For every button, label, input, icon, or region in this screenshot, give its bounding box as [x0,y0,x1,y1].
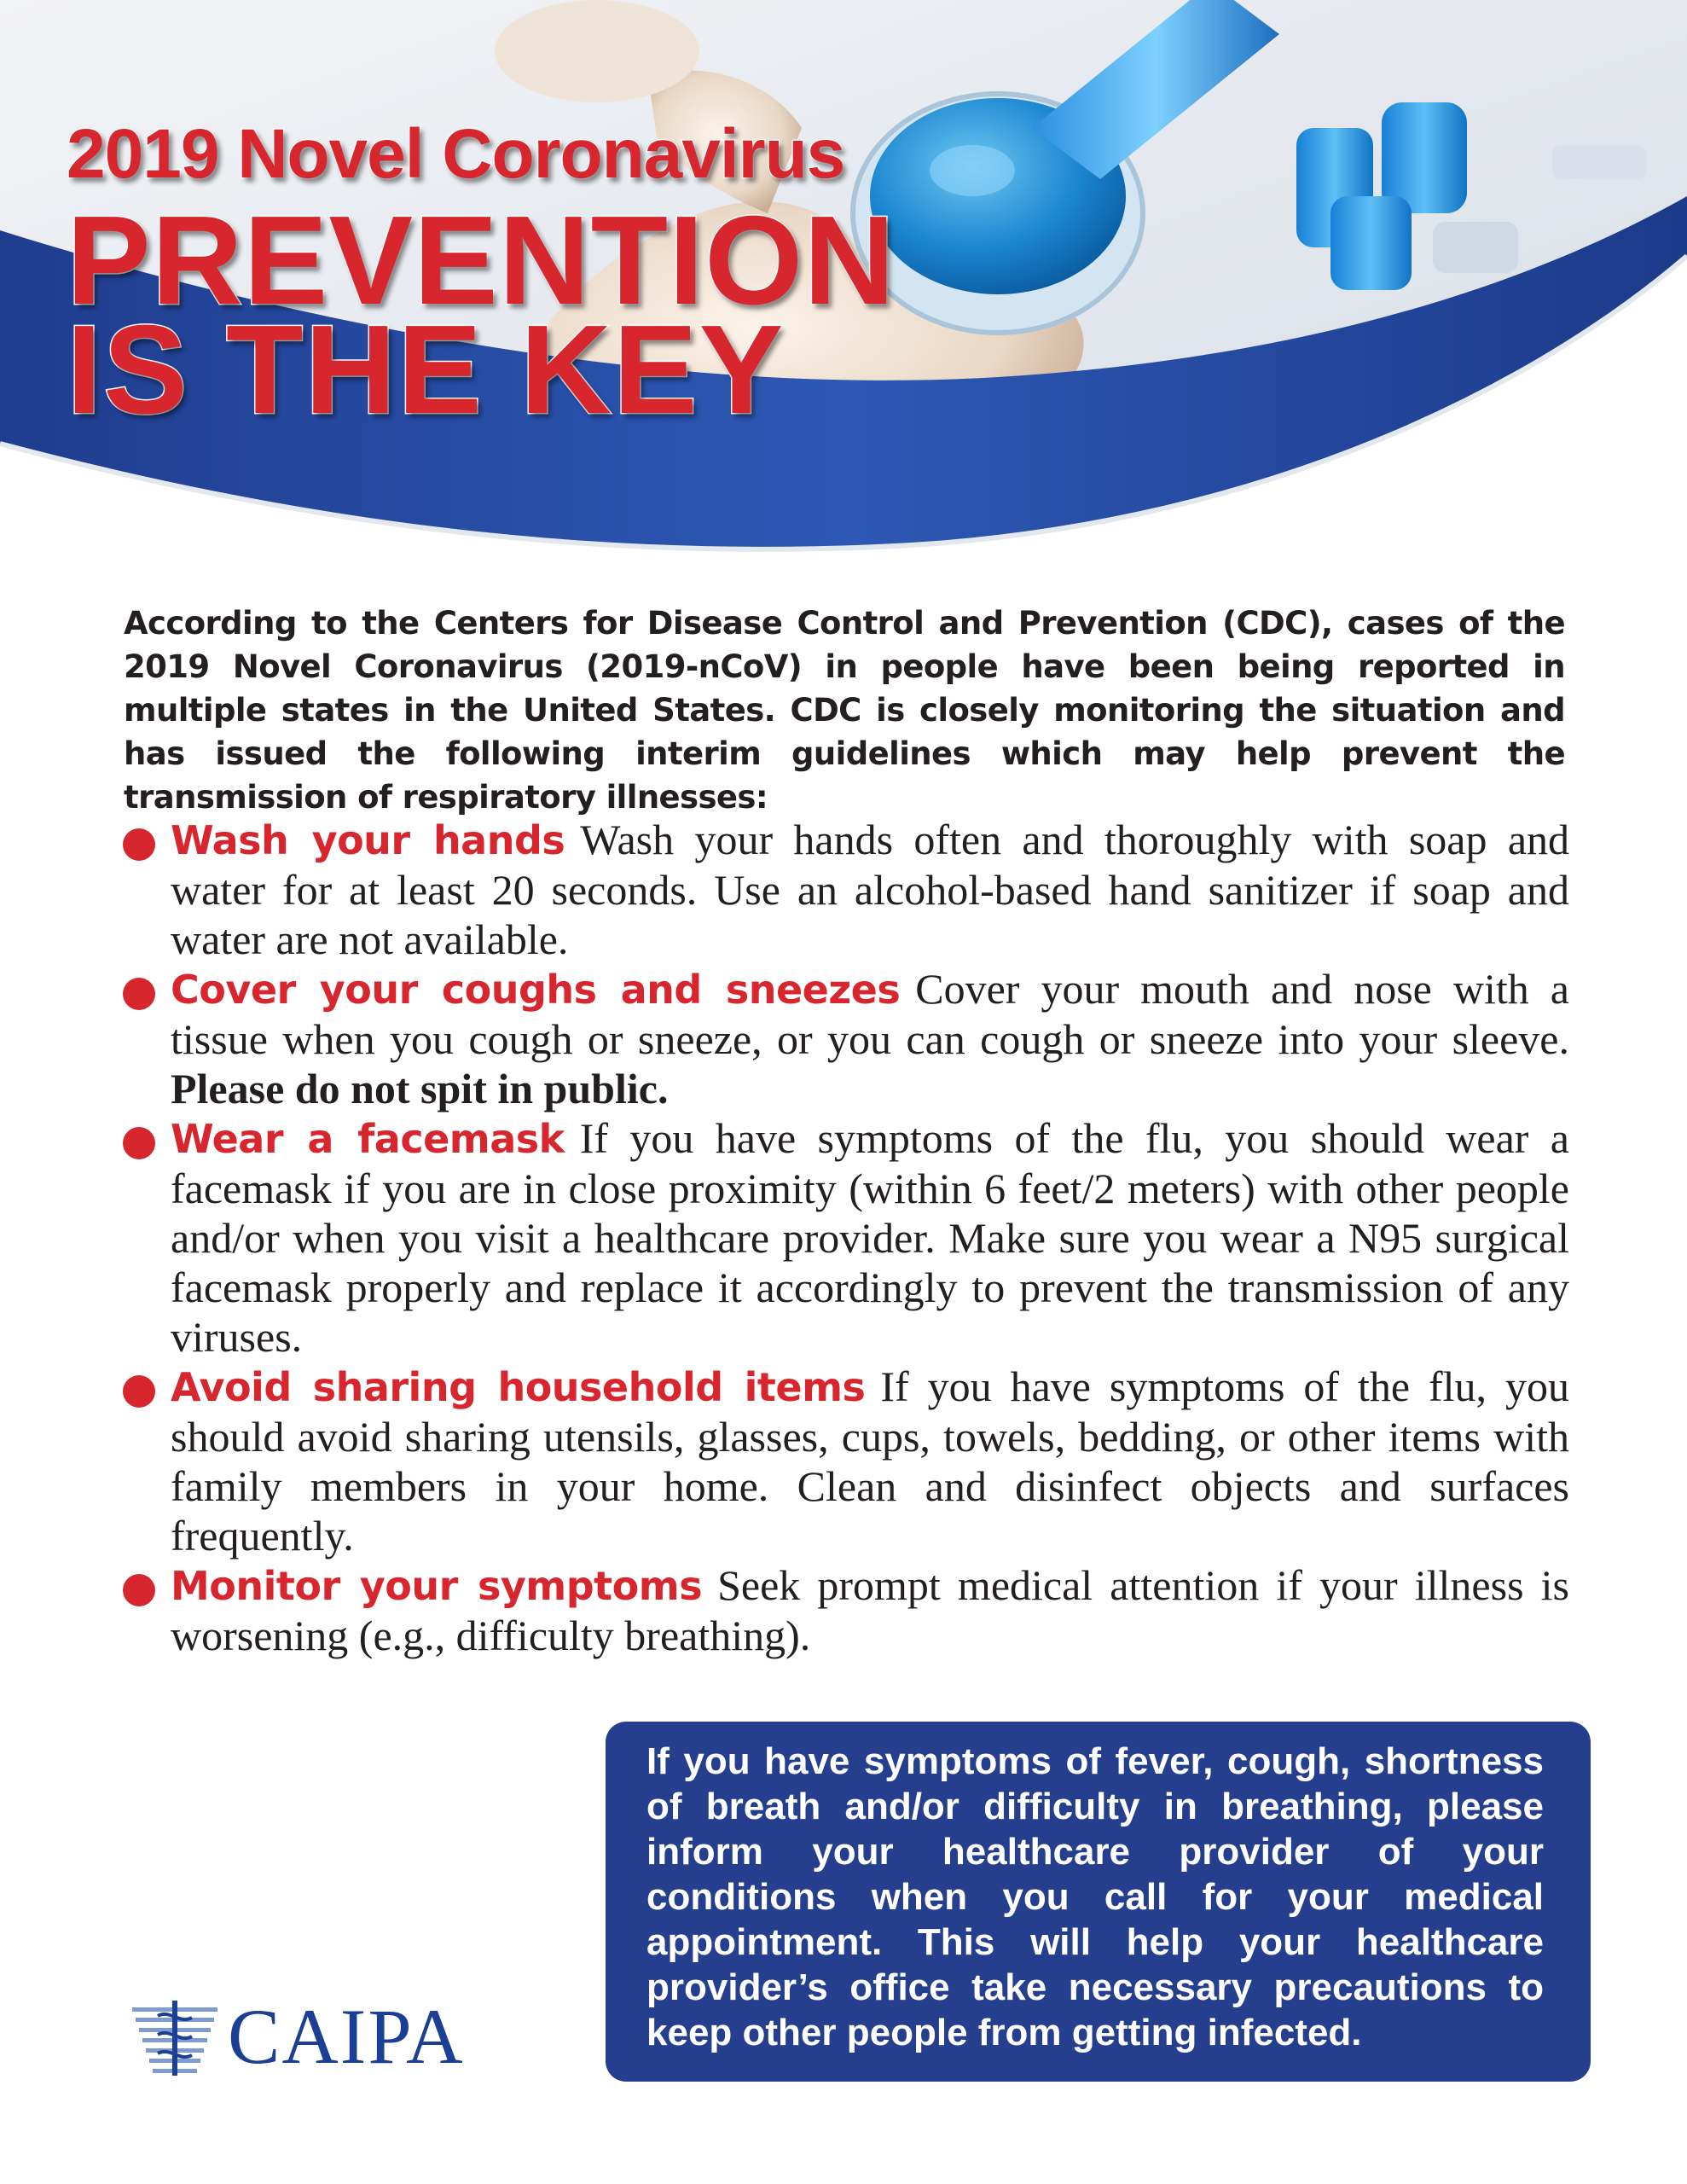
bullet-icon [123,1127,155,1159]
notice-box [606,1722,1591,2082]
tip-title: Wear a facemask [171,1116,565,1162]
tip-item [119,815,1569,964]
tip-text: Cover your mouth and nose with a tissue when you cough or sneeze, or you can cough or sneeze into your sleeve. [171,965,1570,1063]
title-line-3: IS THE KEY [67,299,786,440]
logo-text: CAIPA [228,1993,465,2080]
tip-text: Seek prompt medical attention if your illness is worsening (e.g., difficulty breathing). [171,1561,1569,1659]
tip-item [119,1113,1569,1362]
bullet-icon [123,1574,155,1606]
tip-text: If you have symptoms of the flu, you should avoid sharing utensils, glasses, cups, towels, bedding, or other items with family members in your home. Clean and disinfect objects and surfaces frequently. [171,1362,1569,1560]
tip-title: Cover your coughs and sneezes [171,967,901,1013]
tip-item [119,1560,1569,1660]
tip-title: Wash your hands [171,817,565,863]
bullet-icon [123,1375,155,1408]
intro-paragraph: According to the Centers for Disease Control and Prevention (CDC), cases of the 2019 Novel Coronavirus (2019-nCoV) in people have been being reported in multiple states in the United States. CDC is closely monitoring the situation and has issued the following interim guidelines which may help prevent the transmission of respiratory illnesses: [124,605,1565,816]
header-banner [0,0,1687,597]
title-line-2: PREVENTION [67,190,896,331]
notice-text: If you have symptoms of fever, cough, shortness of breath and/or difficulty in breathing, please inform your healthcare provider of your conditions when you call for your medical appointment. This will help your healthcare provider’s office take necessary precautions to keep other people from getting infected. [646,1740,1544,2053]
caipa-logo [132,1993,559,2080]
tip-title: Avoid sharing household items [171,1364,866,1410]
tip-item [119,1362,1569,1560]
tip-text: Wash your hands often and thoroughly with soap and water for at least 20 seconds. Use an alcohol-based hand sanitizer if soap and water are not available. [171,816,1570,963]
tip-title: Monitor your symptoms [171,1563,703,1609]
bullet-icon [123,828,155,861]
bullet-icon [123,978,155,1010]
tip-text: If you have symptoms of the flu, you should wear a facemask if you are in close proximity (within 6 feet/2 meters) with other people and/or when you visit a healthcare provider. Make sure you wear a N95 surgical facemask properly and replace it accordingly to prevent the transmission of any viruses. [171,1114,1569,1361]
tip-item [119,964,1569,1113]
title-line-1: 2019 Novel Coronavirus [67,115,845,193]
tip-emphasis: Please do not spit in public. [171,1065,669,1112]
prevention-tips-list [119,815,1569,1660]
caduceus-icon [132,2001,217,2076]
